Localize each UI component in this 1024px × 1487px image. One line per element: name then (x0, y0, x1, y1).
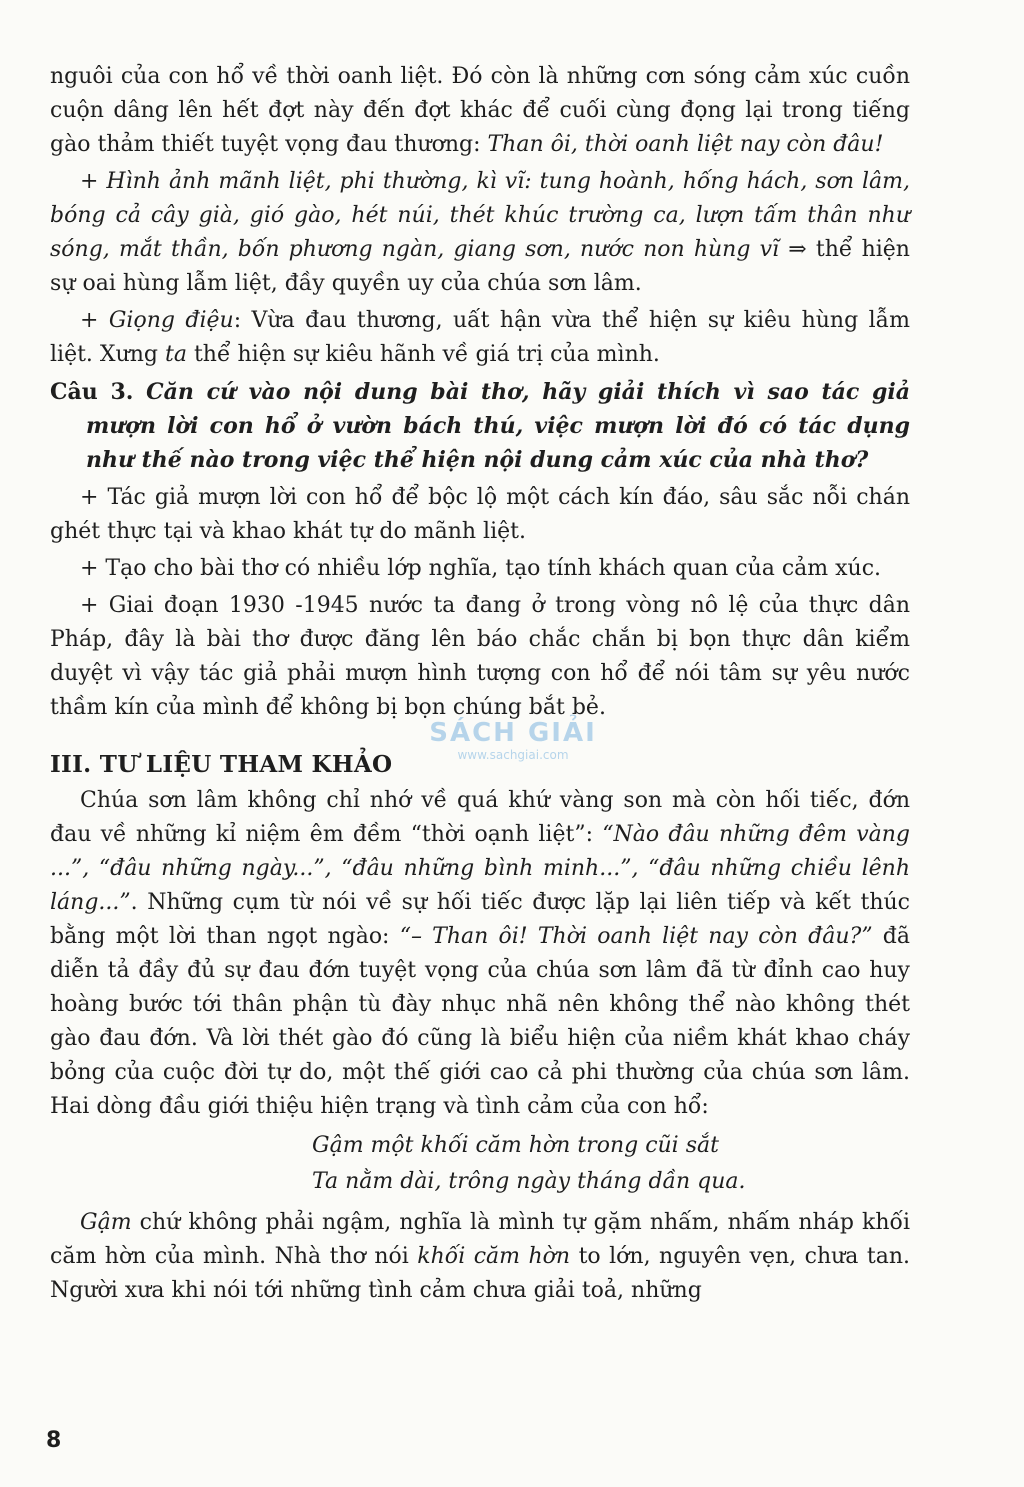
answer-3: + Giai đoạn 1930 -1945 nước ta đang ở trong vòng nô lệ của thực dân Pháp, đây là bài thơ được đăng lên báo chắc chắn bị bọn thực dân kiểm duyệt vì vậy tác giả phải mượn hình tượng con hổ để nói tâm sự yêu nước thầm kín của mình để không bị bọn chúng bắt bẻ. (50, 593, 910, 720)
poem-verse (312, 1128, 910, 1200)
question-label: Câu 3. (50, 379, 134, 405)
watermark-site: www.sachgiai.com (457, 748, 569, 762)
page-content (50, 60, 910, 1311)
paragraph-5: Gậm chứ không phải ngậm, nghĩa là mình tự gặm nhấm, nhấm nháp khối căm hờn của mình. Nhà thơ nói khối căm hờn to lớn, nguyên vẹn, chưa tan. Người xưa khi nói tới những tình cảm chưa giải toả, những (50, 1210, 910, 1303)
answer-1: + Tác giả mượn lời con hổ để bộc lộ một cách kín đáo, sâu sắc nỗi chán ghét thực tại và khao khát tự do mãnh liệt. (50, 485, 910, 544)
answer-2: + Tạo cho bài thơ có nhiều lớp nghĩa, tạo tính khách quan của cảm xúc. (80, 556, 882, 581)
paragraph-3: + Giọng điệu: Vừa đau thương, uất hận vừa thể hiện sự kiêu hùng lẫm liệt. Xưng ta thể hiện sự kiêu hãnh về giá trị của mình. (50, 308, 910, 367)
question-3 (50, 375, 910, 477)
paragraph-4: Chúa sơn lâm không chỉ nhớ về quá khứ vàng son mà còn hối tiếc, đớn đau về những kỉ niệm êm đềm “thời oạnh liệt”: “Nào đâu những đêm vàng ...”, “đâu những ngày...”, “đâu những bình minh...”, “đâu những chiều lênh láng...”. Những cụm từ nói về sự hối tiếc được lặp lại liên tiếp và kết thúc bằng một lời than ngọt ngào: “– Than ôi! Thời oanh liệt nay còn đâu?” đã diễn tả đầy đủ sự đau đớn tuyệt vọng của chúa sơn lâm đã từ đỉnh cao huy hoàng bước tới thân phận tù đày nhục nhã nên không thể nào không thét gào đau đớn. Và lời thét gào đó cũng là biểu hiện của niềm khát khao cháy bỏng của cuộc đời tự do, một thế giới cao cả phi thường của chúa sơn lâm. Hai dòng đầu giới thiệu hiện trạng và tình cảm của con hổ: (50, 788, 910, 1119)
page-number: 8 (46, 1428, 62, 1453)
paragraph-1: nguôi của con hổ về thời oanh liệt. Đó còn là những cơn sóng cảm xúc cuồn cuộn dâng lên hết đợt này đến đợt khác để cuối cùng đọng lại trong tiếng gào thảm thiết tuyệt vọng đau thương: Than ôi, thời oanh liệt nay còn đâu! (50, 64, 910, 157)
verse-line: Ta nằm dài, trông ngày tháng dần qua. (312, 1169, 746, 1194)
section-title: III. TƯ LIỆU THAM KHẢO (50, 751, 393, 778)
question-text: Căn cứ vào nội dung bài thơ, hãy giải thích vì sao tác giả mượn lời con hổ ở vườn bách thú, việc mượn lời đó có tác dụng như thế nào trong việc thể hiện nội dung cảm xúc của nhà thơ? (86, 379, 910, 473)
watermark-logo (428, 718, 598, 788)
watermark-brand: SÁCH GIẢI (429, 718, 597, 748)
verse-line: Gậm một khối căm hờn trong cũi sắt (312, 1133, 719, 1158)
paragraph-2: + Hình ảnh mãnh liệt, phi thường, kì vĩ: tung hoành, hống hách, sơn lâm, bóng cả cây già, gió gào, hét núi, thét khúc trường ca, lượn tấm thân như sóng, mắt thần, bốn phương ngàn, giang sơn, nước non hùng vĩ ⇒ thể hiện sự oai hùng lẫm liệt, đầy quyền uy của chúa sơn lâm. (50, 169, 910, 296)
